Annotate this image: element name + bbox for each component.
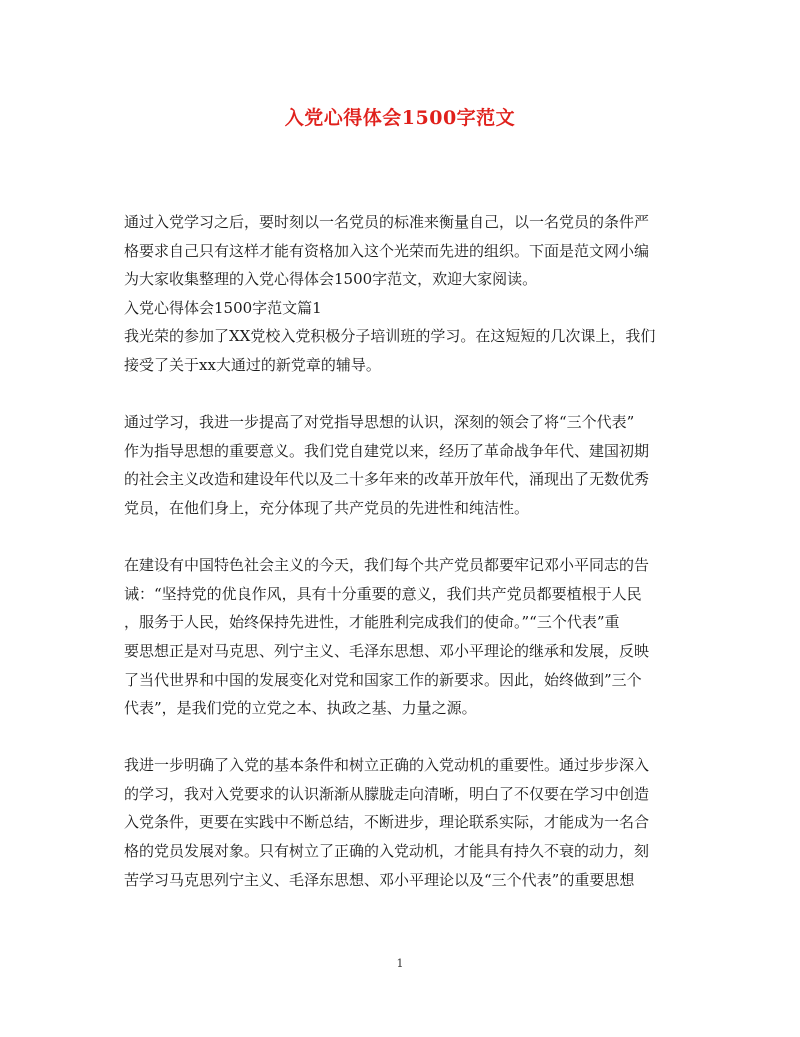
text-line: 入党条件，更要在实践中不断总结，不断进步，理论联系实际，才能成为一名合: [124, 813, 650, 832]
text-line: 为大家收集整理的入党心得体会1500字范文，欢迎大家阅读。: [124, 270, 538, 289]
text-line: 我光荣的参加了XX党校入党积极分子培训班的学习。在这短短的几次课上，我们: [124, 327, 656, 346]
text-line: 苦学习马克思列宁主义、毛泽东思想、邓小平理论以及“三个代表”的重要思想: [124, 870, 635, 889]
paragraph: [124, 551, 676, 723]
text-line: ，服务于人民，始终保持先进性，才能胜利完成我们的使命。”“三个代表”重: [124, 613, 620, 632]
paragraph: [124, 751, 676, 894]
document-title: 入党心得体会1500字范文: [284, 107, 516, 129]
text-line: 要思想正是对马克思、列宁主义、毛泽东思想、邓小平理论的继承和发展，反映: [124, 641, 650, 660]
text-line: 通过入党学习之后，要时刻以一名党员的标准来衡量自己，以一名党员的条件严: [124, 213, 650, 231]
text-line: 格要求自己只有这样才能有资格加入这个光荣而先进的组织。下面是范文网小编: [124, 241, 650, 260]
text-line: 了当代世界和中国的发展变化对党和国家工作的新要求。因此，始终做到”三个: [124, 670, 642, 689]
text-line: 作为指导思想的重要意义。我们党自建党以来，经历了革命战争年代、建国初期: [124, 441, 650, 460]
paragraph: [124, 408, 676, 522]
text-line: 代表”，是我们党的立党之本、执政之基、力量之源。: [124, 699, 477, 718]
text-line: 诫：“坚持党的优良作风，具有十分重要的意义，我们共产党员都要植根于人民: [124, 584, 642, 603]
paragraph-intro: [124, 208, 676, 294]
section-heading: [124, 294, 676, 323]
page-number: 1: [396, 957, 404, 970]
paragraph-spacer: [124, 380, 676, 409]
paragraph-spacer: [124, 723, 676, 752]
text-line: 的社会主义改造和建设年代以及二十多年来的改革开放年代，涌现出了无数优秀: [124, 470, 650, 489]
text-line: 在建设有中国特色社会主义的今天，我们每个共产党员都要牢记邓小平同志的告: [124, 556, 650, 575]
paragraph: [124, 322, 676, 379]
text-line: 通过学习，我进一步提高了对党指导思想的认识，深刻的领会了将“三个代表”: [124, 413, 635, 432]
text-line: 接受了关于xx大通过的新党章的辅导。: [124, 355, 381, 374]
text-line: 的学习，我对入党要求的认识渐渐从朦胧走向清晰，明白了不仅要在学习中创造: [124, 784, 650, 803]
paragraph-spacer: [124, 523, 676, 552]
text-line: 我进一步明确了入党的基本条件和树立正确的入党动机的重要性。通过步步深入: [124, 756, 650, 775]
text-line: 格的党员发展对象。只有树立了正确的入党动机，才能具有持久不衰的动力，刻: [124, 842, 650, 861]
document-body: [124, 208, 676, 894]
text-line: 党员，在他们身上，充分体现了共产党员的先进性和纯洁性。: [124, 498, 530, 517]
text-line: 入党心得体会1500字范文篇1: [124, 298, 322, 317]
